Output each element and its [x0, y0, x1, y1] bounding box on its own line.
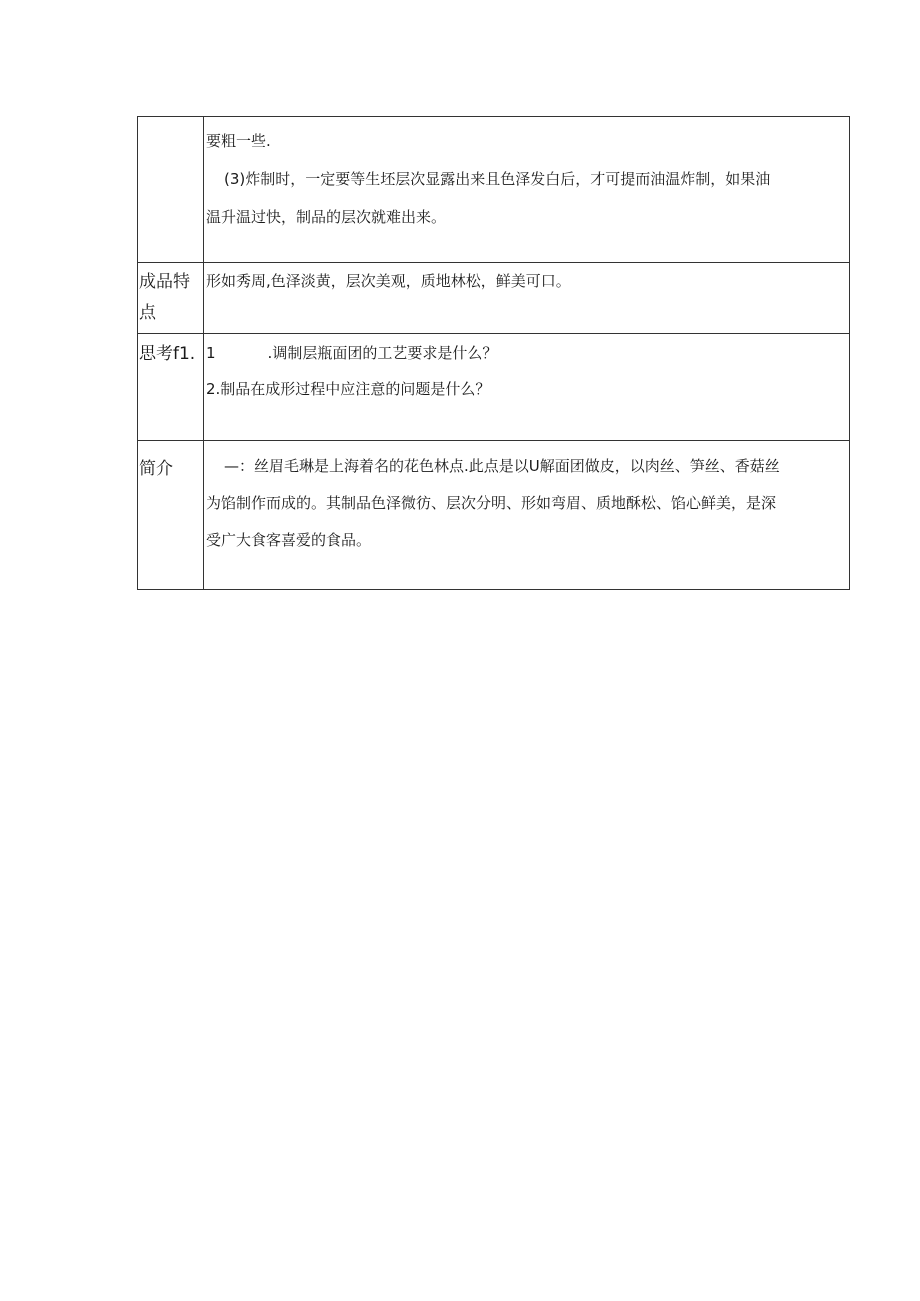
method-line-3: 温升温过快，制品的层次就难出来。	[206, 208, 447, 226]
questions-label-cell	[138, 334, 204, 441]
table-row-method-continued	[138, 117, 850, 263]
features-label-cell	[138, 263, 204, 334]
table-row-features	[138, 263, 850, 334]
intro-cell	[204, 441, 850, 590]
intro-line-2: 为馅制作而成的。其制品色泽微彷、层次分明、形如弯眉、质地酥松、馅心鲜美，是深	[206, 494, 777, 512]
features-line-1: 形如秀周,色泽淡黄，层次美观，质地林松，鲜美可口。	[206, 272, 571, 290]
question-item-1	[206, 335, 847, 371]
row-label-empty	[138, 117, 204, 263]
recipe-table	[137, 116, 850, 590]
method-line-2: (3)炸制时，一定要等生坯层次显露出来且色泽发白后，才可提而油温炸制，如果油	[224, 170, 771, 188]
table-row-introduction	[138, 441, 850, 590]
intro-label-cell	[138, 441, 204, 590]
question-item-2: 2.制品在成形过程中应注意的问题是什么？	[206, 380, 491, 398]
method-cell	[204, 117, 850, 263]
intro-line-3: 受广大食客喜爱的食品。	[206, 531, 372, 549]
features-label: 成品特点	[139, 272, 190, 323]
method-line-1: 要粗一些.	[206, 132, 271, 150]
intro-label: 简介	[139, 459, 173, 479]
questions-cell	[204, 334, 850, 441]
question-item-1-number: 1	[206, 344, 216, 362]
questions-label: 思考f1.	[139, 344, 196, 364]
features-cell	[204, 263, 850, 334]
question-item-1-text: .调制层瓶面团的工艺要求是什么？	[267, 344, 498, 362]
intro-line-1: —：丝眉毛琳是上海着名的花色林点.此点是以U解面团做皮，以肉丝、笋丝、香菇丝	[224, 457, 780, 475]
table-row-questions	[138, 334, 850, 441]
